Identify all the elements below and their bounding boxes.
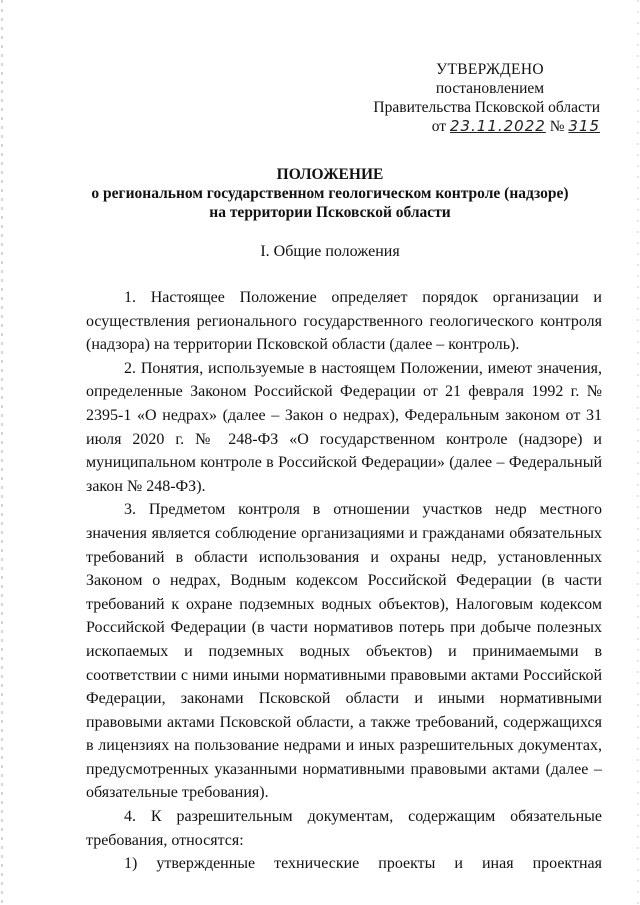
approval-line-2: Правительства Псковской области <box>373 99 600 116</box>
heading-line-1: о региональном государственном геологическом контроле (надзоре) <box>91 185 569 202</box>
paragraph-1: 1. Настоящее Положение определяет порядок организации и осуществления регионального государственного геологического контроля (надзора) на территории Псковской области (далее – контроль). <box>86 289 602 354</box>
approval-stamp <box>360 60 600 136</box>
approval-title: УТВЕРЖДЕНО <box>436 61 544 78</box>
paragraph-5: 1) утвержденные технические проекты и иная проектная <box>124 855 602 873</box>
number-prefix: № <box>549 118 565 135</box>
paragraph-2: 2. Понятия, используемые в настоящем Положении, имеют значения, определенные Законом Российской Федерации от 21 февраля 1992 г. № 2395-1 «О недрах» (далее – Закон о недрах), Федеральным законом от 31 июля 2020 г. № 248-ФЗ «О государственном контроле (надзоре) и муниципальном контроле в Российской Федерации» (далее – Федеральный закон № 248-ФЗ). <box>86 359 602 495</box>
document-body <box>86 286 602 876</box>
heading-line-2: на территории Псковской области <box>209 204 451 221</box>
date-prefix: от <box>431 118 447 135</box>
approval-date-row <box>360 117 600 136</box>
document-heading <box>60 165 600 222</box>
approval-line-1: постановлением <box>435 80 545 97</box>
paragraph-3: 3. Предметом контроля в отношении участков недр местного значения является соблюдение организациями и гражданами обязательных требований в области использования и охраны недр, установленных Законом о недрах, Водным кодексом Российской Федерации (в части требований к охране подземных водных объектов), Налоговым кодексом Российской Федерации (в части нормативов потерь при добыче полезных ископаемых и подземных водных объектов) и принимаемыми в соответствии с ними иными нормативными правовыми актами Российской Федерации, законами Псковской области и иными нормативными правовыми актами Псковской области, а также требований, содержащихся в лицензиях на пользование недрами и иных разрешительных документах, предусмотренных указанными нормативными правовыми актами (далее – обязательные требования). <box>86 501 602 802</box>
section-title: I. Общие положения <box>260 243 400 260</box>
scan-edge-right <box>637 0 639 905</box>
handwritten-date: 23.11.2022 <box>449 117 546 135</box>
heading-title: ПОЛОЖЕНИЕ <box>276 166 384 183</box>
handwritten-number: 315 <box>568 117 600 135</box>
paragraph-4: 4. К разрешительным документам, содержащим обязательные требования, относятся: <box>86 808 602 849</box>
scan-edge-left <box>1 0 3 905</box>
